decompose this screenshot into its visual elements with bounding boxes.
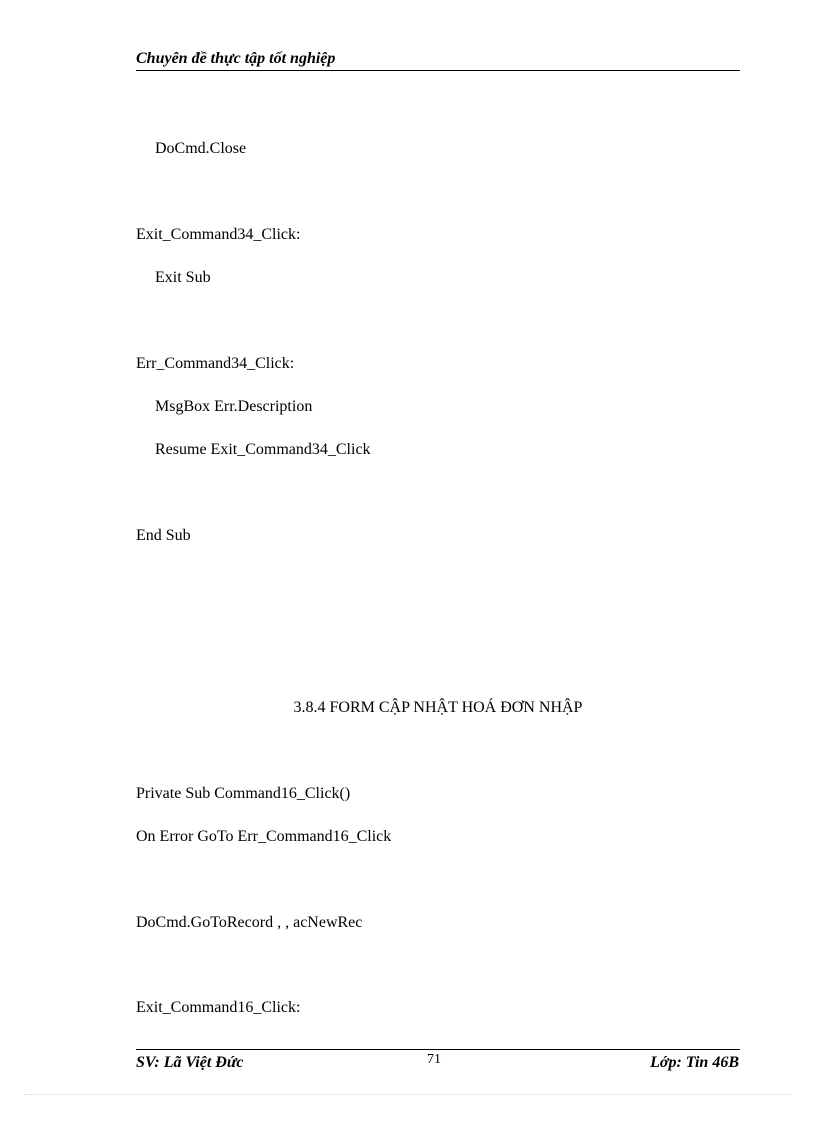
code-line: On Error GoTo Err_Command16_Click	[136, 828, 392, 845]
code-line: Exit_Command34_Click:	[136, 226, 301, 243]
code-line: DoCmd.GoToRecord , , acNewRec	[136, 914, 363, 931]
footer-student: SV: Lã Việt Đức	[136, 1054, 244, 1071]
section-title: 3.8.4 FORM CẬP NHẬT HOÁ ĐƠN NHẬP	[293, 699, 583, 716]
code-line: Err_Command34_Click:	[136, 355, 295, 372]
page-header: Chuyên đề thực tập tốt nghiệp	[136, 50, 740, 71]
page-edge-divider	[24, 1094, 792, 1095]
footer-divider	[136, 1049, 740, 1050]
code-line: MsgBox Err.Description	[155, 398, 313, 415]
page-number: 71	[427, 1052, 441, 1067]
code-line: DoCmd.Close	[155, 140, 247, 157]
code-line: Exit_Command16_Click:	[136, 999, 301, 1016]
footer-class: Lớp: Tin 46B	[650, 1054, 739, 1071]
code-line: End Sub	[136, 527, 191, 544]
code-line: Resume Exit_Command34_Click	[155, 441, 371, 458]
code-line: Exit Sub	[155, 269, 211, 286]
code-line: Private Sub Command16_Click()	[136, 785, 351, 802]
